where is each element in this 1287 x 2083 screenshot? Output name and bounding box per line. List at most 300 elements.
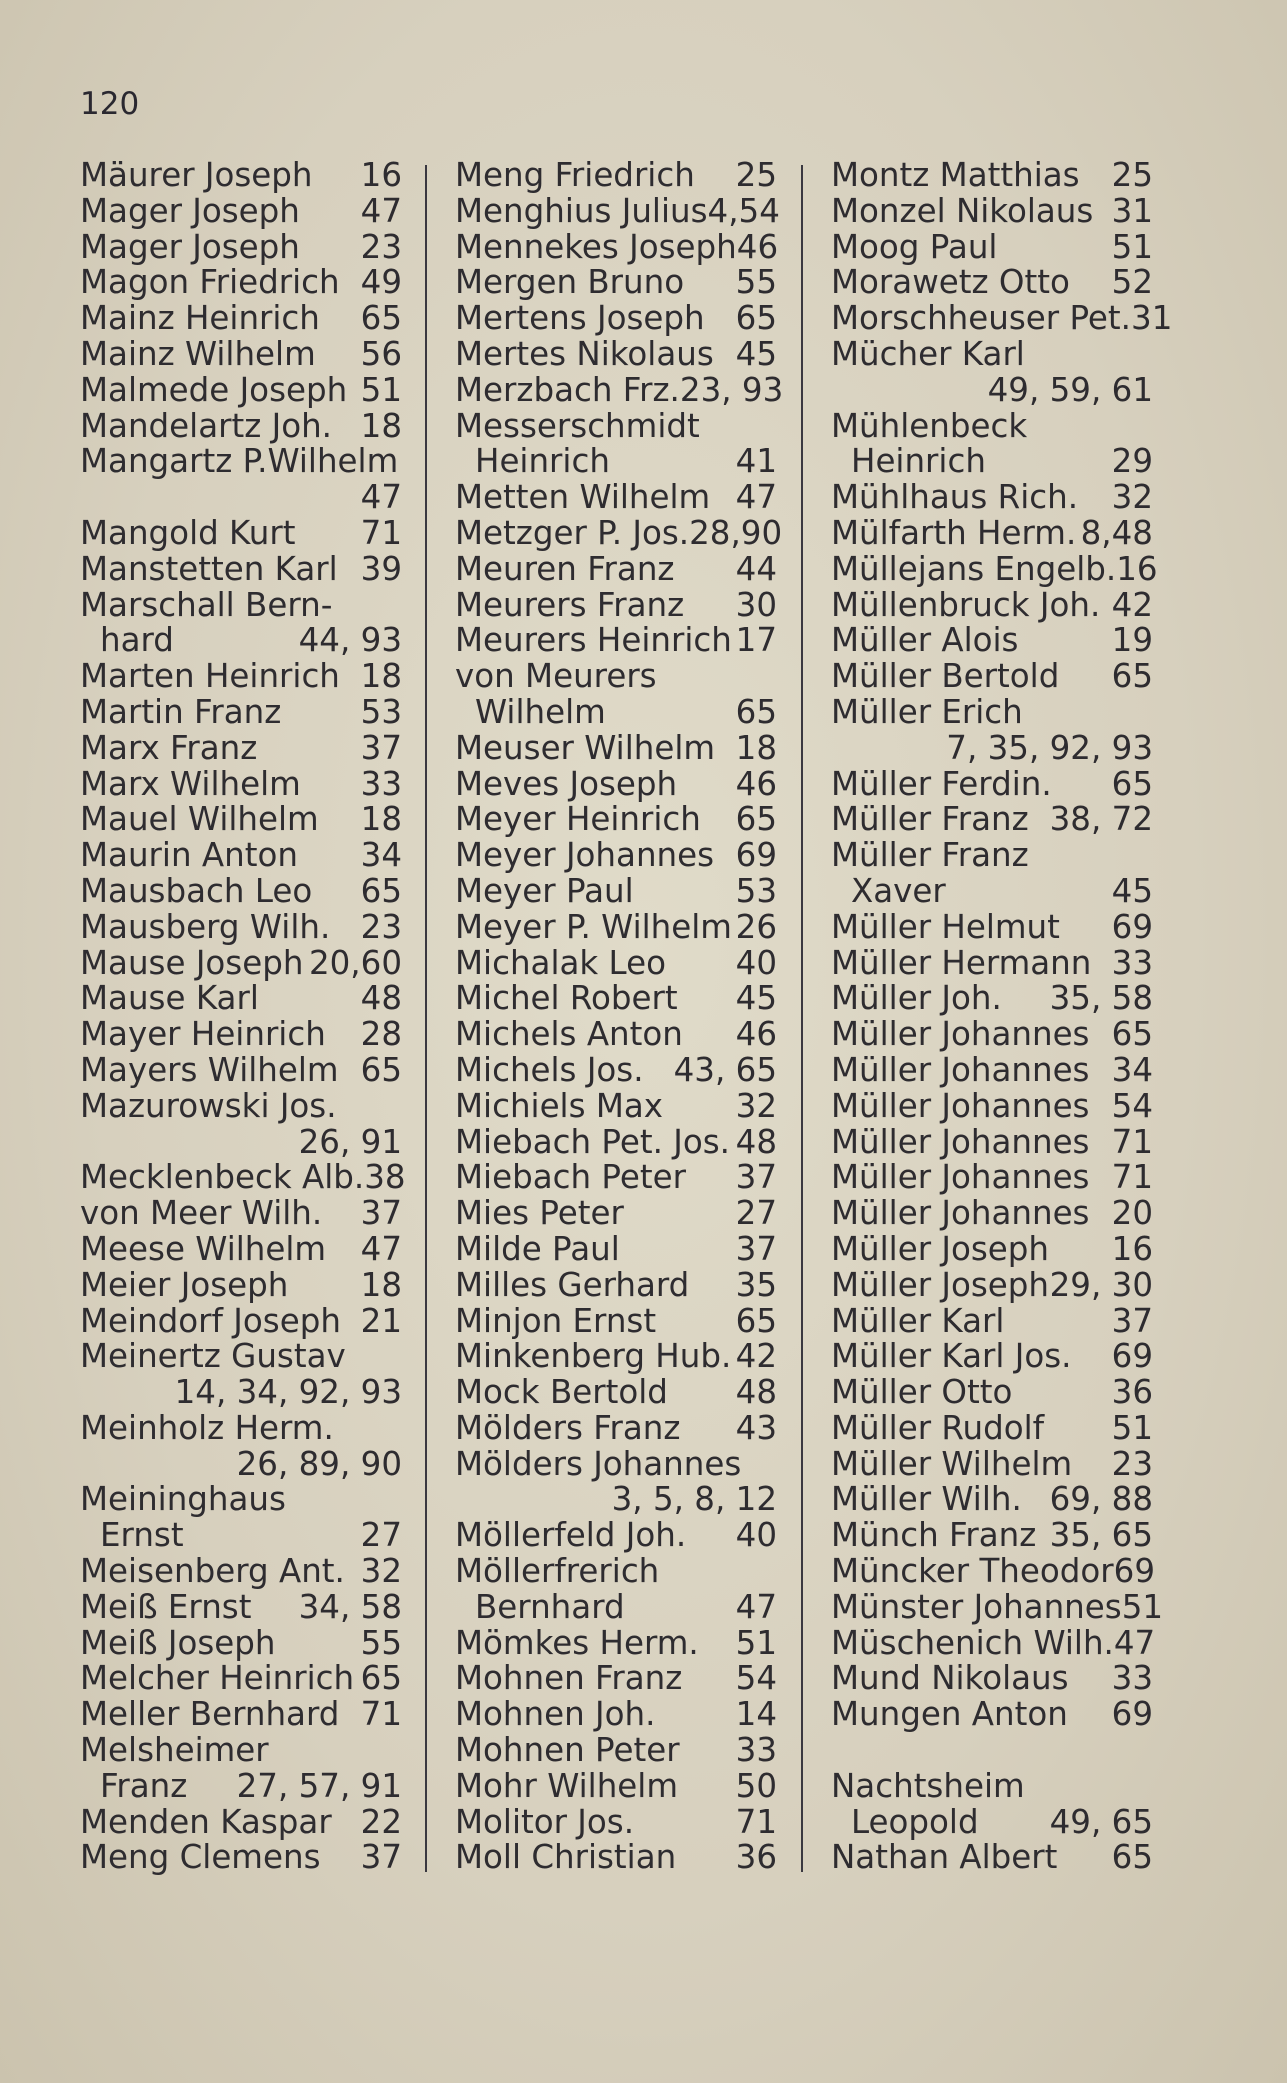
index-entry [80, 907, 402, 946]
entry-pages: 32 [360, 1552, 402, 1591]
entry-pages: 65 [360, 1659, 402, 1698]
entry-pages: 43, 65 [673, 1050, 777, 1089]
index-entry [455, 265, 777, 301]
index-entry [831, 1265, 1153, 1304]
entry-pages: 71 [1111, 1158, 1153, 1197]
index-entry [80, 1623, 402, 1662]
entry-pages: 33 [735, 1731, 777, 1770]
entry-name: Müller Franz [831, 800, 1029, 839]
entry-name: Meyer Johannes [455, 836, 715, 875]
index-entry [831, 265, 1153, 301]
entry-pages: 32 [1111, 478, 1153, 517]
index-column-1 [80, 156, 406, 1877]
entry-name: Mayers Wilhelm [80, 1050, 339, 1089]
entry-pages: 69 [1113, 1552, 1156, 1591]
entry-pages: 18 [360, 1265, 402, 1304]
entry-name: Magon Friedrich [80, 263, 340, 302]
index-entry [831, 1229, 1153, 1268]
index-entry [831, 1122, 1153, 1161]
entry-pages: 34 [360, 836, 402, 875]
entry-pages: 71 [360, 513, 402, 552]
entry-name: Xaver [851, 871, 946, 910]
index-entry [831, 585, 1153, 624]
index-entry [80, 1766, 402, 1805]
entry-pages: 65 [1111, 657, 1153, 696]
entry-name: Monzel Nikolaus [831, 191, 1094, 230]
entry-name: Müller Ferdin. [831, 764, 1052, 803]
entry-name: Mauel Wilhelm [80, 800, 319, 839]
entry-name: Franz [100, 1766, 188, 1805]
index-entry [80, 1587, 402, 1626]
entry-name: Mülfarth Herm. [831, 513, 1077, 552]
entry-pages: 65 [1111, 1015, 1153, 1054]
entry-name: Meng Clemens [80, 1838, 321, 1877]
entry-pages: 37 [360, 1194, 402, 1233]
index-column-2 [455, 156, 784, 1877]
index-entry [455, 370, 784, 409]
index-entry [80, 1339, 402, 1375]
entry-name: Heinrich [475, 442, 610, 481]
index-entry [831, 1086, 1153, 1125]
entry-name: Müller Karl Jos. [831, 1337, 1072, 1376]
entry-pages: 37 [1111, 1301, 1153, 1340]
entry-name: Meisenberg Ant. [80, 1552, 345, 1591]
entry-pages: 31 [1131, 299, 1173, 338]
entry-name: Martin Franz [80, 692, 282, 731]
entry-pages: 36 [735, 1838, 777, 1877]
entry-pages: 25 [735, 156, 777, 194]
index-entry [455, 659, 777, 695]
index-entry [455, 623, 777, 659]
index-entry [455, 1444, 777, 1483]
index-entry [80, 1375, 402, 1411]
index-entry [455, 301, 777, 337]
entry-name: Wilhelm [475, 692, 606, 731]
entry-name: Michiels Max [455, 1086, 664, 1125]
entry-name: Mayer Heinrich [80, 1015, 326, 1054]
entry-name: Müller Johannes [831, 1086, 1090, 1125]
entry-pages: 48 [735, 1373, 777, 1412]
entry-name: Müller Bertold [831, 657, 1060, 696]
entry-pages: 7, 35, 92, 93 [946, 728, 1153, 767]
entry-name: Mennekes Joseph [455, 227, 737, 266]
index-entry [80, 871, 402, 910]
entry-name: Meiß Joseph [80, 1623, 276, 1662]
index-entry [80, 513, 402, 552]
entry-name: Bernhard [475, 1587, 625, 1626]
index-entry [80, 334, 402, 373]
entry-name: Marschall Bern- [80, 585, 333, 624]
index-entry [831, 1482, 1153, 1518]
entry-pages: 18 [735, 728, 777, 767]
entry-name: Müller Wilhelm [831, 1444, 1073, 1483]
entry-name: Münster Johannes [831, 1587, 1122, 1626]
entry-name: Müller Johannes [831, 1015, 1090, 1054]
entry-pages: 45 [735, 334, 777, 373]
index-entry [80, 1050, 402, 1089]
entry-name: Müller Otto [831, 1373, 1013, 1412]
index-entry [455, 907, 777, 946]
index-entry [831, 1840, 1153, 1876]
entry-name: Moll Christian [455, 1838, 677, 1877]
index-entry [831, 1339, 1153, 1375]
entry-name: Milles Gerhard [455, 1265, 690, 1304]
entry-pages: 20,60 [308, 943, 402, 982]
entry-pages: 65 [735, 800, 777, 839]
entry-pages: 26, 91 [298, 1122, 402, 1161]
entry-name: Mohr Wilhelm [455, 1766, 678, 1805]
entry-name: Meuser Wilhelm [455, 728, 716, 767]
index-entry [831, 406, 1153, 445]
index-entry [455, 1050, 777, 1089]
entry-name: Meyer Paul [455, 871, 634, 910]
entry-pages: 16 [1111, 1229, 1153, 1268]
entry-name: Müller Joseph [831, 1265, 1050, 1304]
index-entry [455, 1802, 777, 1841]
entry-name: Mausbach Leo [80, 871, 313, 910]
entry-pages: 23 [360, 227, 402, 266]
index-entry [455, 1518, 777, 1554]
entry-pages: 65 [1111, 1838, 1153, 1877]
entry-pages: 51 [1111, 1408, 1153, 1447]
entry-name: Mager Joseph [80, 227, 300, 266]
index-entry [80, 1158, 406, 1197]
index-entry [80, 692, 402, 731]
entry-name: Meuren Franz [455, 549, 675, 588]
entry-name: Marx Wilhelm [80, 764, 301, 803]
index-entry [80, 1697, 402, 1733]
index-entry [831, 227, 1153, 266]
entry-pages: 69 [1111, 907, 1153, 946]
index-entry [80, 1518, 402, 1554]
entry-name: Müller Hermann [831, 943, 1092, 982]
entry-pages: 37 [360, 1838, 402, 1877]
index-entry [831, 764, 1153, 803]
entry-pages: 65 [735, 692, 777, 731]
entry-name: Michels Jos. [455, 1050, 644, 1089]
index-entry [831, 1587, 1164, 1626]
entry-name: Mertes Nikolaus [455, 334, 714, 373]
index-entry [80, 1554, 402, 1590]
index-entry [831, 802, 1153, 838]
entry-name: Mühlhaus Rich. [831, 478, 1079, 517]
entry-pages: 69, 88 [1049, 1480, 1153, 1519]
index-entry [831, 1017, 1153, 1053]
entry-name: hard [100, 621, 174, 660]
index-entry [455, 1265, 777, 1304]
index-entry [455, 191, 780, 230]
entry-pages: 37 [735, 1158, 777, 1197]
index-entry [831, 623, 1153, 659]
index-entry [831, 1766, 1153, 1805]
index-entry [80, 444, 402, 480]
entry-pages: 46 [735, 1015, 777, 1054]
index-entry [80, 1196, 402, 1232]
entry-pages: 18 [360, 800, 402, 839]
index-entry [455, 728, 777, 767]
entry-pages: 47 [360, 1229, 402, 1268]
index-entry [455, 444, 777, 480]
entry-name: Malmede Joseph [80, 370, 348, 409]
entry-pages: 38, 72 [1049, 800, 1153, 839]
index-entry [455, 1229, 777, 1268]
entry-pages: 29, 30 [1049, 1265, 1153, 1304]
index-column-3 [831, 156, 1173, 1877]
entry-pages: 71 [735, 1802, 777, 1841]
entry-pages: 71 [1111, 1122, 1153, 1161]
index-entry [80, 1086, 402, 1125]
index-entry [831, 1050, 1153, 1089]
entry-name: Möllerfeld Joh. [455, 1516, 687, 1555]
entry-pages: 48 [360, 979, 402, 1018]
entry-pages: 40 [735, 1516, 777, 1555]
entry-name: Ernst [100, 1516, 184, 1555]
index-entry [80, 1802, 402, 1841]
entry-name: Miebach Peter [455, 1158, 686, 1197]
entry-pages: 49, 59, 61 [987, 370, 1153, 409]
entry-name: Minjon Ernst [455, 1301, 657, 1340]
column-divider-2 [801, 165, 803, 1872]
entry-pages: 51 [735, 1623, 777, 1662]
index-entry [831, 1661, 1153, 1697]
index-entry [831, 943, 1153, 982]
entry-pages: 56 [360, 334, 402, 373]
entry-name: Melcher Heinrich [80, 1659, 355, 1698]
entry-name: Müller Erich [831, 692, 1023, 731]
entry-name: Münch Franz [831, 1516, 1037, 1555]
index-entry [80, 623, 402, 659]
index-entry [80, 1122, 402, 1161]
index-entry [455, 1160, 777, 1196]
entry-name: Mainz Wilhelm [80, 334, 316, 373]
entry-pages: 47 [735, 1587, 777, 1626]
entry-pages: 35, 58 [1049, 979, 1153, 1018]
index-entry [80, 981, 402, 1017]
entry-name: Müller Wilh. [831, 1480, 1022, 1519]
index-entry [455, 513, 783, 552]
index-entry [80, 1661, 402, 1697]
entry-name: Leopold [851, 1802, 979, 1841]
index-entry [831, 659, 1153, 695]
entry-pages: 41 [735, 442, 777, 481]
entry-pages: 44 [735, 549, 777, 588]
entry-name: Mölders Johannes [455, 1444, 742, 1483]
entry-pages: 37 [360, 728, 402, 767]
index-entry [455, 1661, 777, 1697]
entry-pages: 69 [1111, 1337, 1153, 1376]
index-entry [80, 838, 402, 874]
entry-pages: 16 [1116, 549, 1158, 588]
index-entry [831, 370, 1153, 409]
entry-pages: 42 [735, 1337, 777, 1376]
index-entry [455, 585, 777, 624]
index-entry [455, 480, 777, 516]
entry-name: Meindorf Joseph [80, 1301, 341, 1340]
entry-pages: 47 [1113, 1623, 1156, 1662]
entry-name: Müllejans Engelb. [831, 549, 1117, 588]
entry-name: Metten Wilhelm [455, 478, 711, 517]
index-entry [831, 299, 1173, 338]
entry-name: Müller Johannes [831, 1050, 1090, 1089]
entry-name: Mazurowski Jos. [80, 1086, 337, 1125]
index-entry [80, 191, 402, 230]
entry-pages: 69 [1111, 1695, 1153, 1734]
entry-name: Mohnen Joh. [455, 1695, 656, 1734]
entry-pages: 35, 65 [1049, 1516, 1153, 1555]
entry-pages: 4,54 [707, 191, 780, 230]
entry-pages: 23 [360, 907, 402, 946]
entry-name: Mager Joseph [80, 191, 300, 230]
index-entry [831, 838, 1153, 874]
entry-name: Meurers Heinrich [455, 621, 732, 660]
entry-pages: 43 [735, 1408, 777, 1447]
page-number: 120 [80, 86, 140, 122]
entry-pages: 54 [735, 1659, 777, 1698]
entry-name: Müller Johannes [831, 1122, 1090, 1161]
entry-pages: 49, 65 [1049, 1802, 1153, 1841]
entry-name: Meves Joseph [455, 764, 678, 803]
index-entry [455, 549, 777, 588]
entry-name: Meininghaus [80, 1480, 286, 1519]
index-entry [831, 1444, 1153, 1483]
entry-name: Moog Paul [831, 227, 998, 266]
entry-name: Mausberg Wilh. [80, 907, 331, 946]
index-entry [80, 1301, 402, 1340]
index-entry [831, 1196, 1153, 1232]
index-entry [80, 227, 402, 266]
index-entry [455, 158, 777, 194]
index-entry [80, 585, 402, 624]
entry-name: Mergen Bruno [455, 263, 685, 302]
entry-pages: 33 [360, 764, 402, 803]
entry-pages: 31 [1111, 191, 1153, 230]
entry-name: Manstetten Karl [80, 549, 338, 588]
entry-name: Müller Johannes [831, 1194, 1090, 1233]
entry-name: Mühlenbeck [831, 406, 1028, 445]
entry-name: Milde Paul [455, 1229, 620, 1268]
entry-pages: 50 [735, 1766, 777, 1805]
entry-pages: 65 [360, 871, 402, 910]
entry-pages: 16 [360, 156, 402, 194]
index-entry [455, 1301, 777, 1340]
index-entry [455, 981, 777, 1017]
entry-pages: 3, 5, 8, 12 [611, 1480, 777, 1519]
entry-name: Miebach Pet. Jos. [455, 1122, 730, 1161]
entry-name: Meller Bernhard [80, 1695, 340, 1734]
entry-pages: 46 [735, 764, 777, 803]
entry-pages: 71 [360, 1695, 402, 1734]
index-entry [455, 334, 777, 373]
entry-name: von Meer Wilh. [80, 1194, 323, 1233]
entry-pages: 18 [360, 657, 402, 696]
entry-name: Mecklenbeck Alb. [80, 1158, 365, 1197]
index-entry [831, 480, 1153, 516]
index-entry [80, 301, 402, 337]
entry-name: Mömkes Herm. [455, 1623, 699, 1662]
entry-pages: 34, 58 [298, 1587, 402, 1626]
entry-pages: 14 [735, 1695, 777, 1734]
index-entry [80, 480, 402, 516]
index-entry [831, 871, 1153, 910]
entry-pages: 27 [735, 1194, 777, 1233]
index-entry [831, 728, 1153, 767]
index-entry [455, 1375, 777, 1411]
entry-name: Nachtsheim [831, 1766, 1025, 1805]
entry-name: Müller Franz [831, 836, 1029, 875]
index-entry [80, 370, 402, 409]
entry-pages: 27 [360, 1516, 402, 1555]
entry-pages: 37 [735, 1229, 777, 1268]
index-entry [80, 1017, 402, 1053]
index-entry [831, 1408, 1153, 1447]
entry-name: Müller Helmut [831, 907, 1060, 946]
entry-pages: 40 [735, 943, 777, 982]
entry-name: Mohnen Franz [455, 1659, 683, 1698]
entry-pages: 8,48 [1080, 513, 1153, 552]
entry-pages: 28 [360, 1015, 402, 1054]
entry-name: Meyer Heinrich [455, 800, 701, 839]
entry-name: Michel Robert [455, 979, 678, 1018]
entry-pages: 47 [360, 191, 402, 230]
entry-name: Mund Nikolaus [831, 1659, 1069, 1698]
index-entry [831, 549, 1158, 588]
entry-pages: 51 [1121, 1587, 1164, 1626]
entry-name: Meiß Ernst [80, 1587, 252, 1626]
entry-name: Metzger P. Jos. [455, 513, 690, 552]
entry-pages: 52 [1111, 263, 1153, 302]
entry-pages: 20 [1111, 1194, 1153, 1233]
entry-name: Marx Franz [80, 728, 258, 767]
index-entry [455, 871, 777, 910]
entry-name: Menden Kaspar [80, 1802, 332, 1841]
index-entry [831, 1802, 1153, 1841]
index-entry [831, 444, 1153, 480]
entry-pages: 51 [360, 370, 402, 409]
entry-pages: 14, 34, 92, 93 [174, 1373, 402, 1412]
entry-pages: 46 [736, 227, 779, 266]
index-entry [80, 265, 402, 301]
entry-name: Müller Johannes [831, 1158, 1090, 1197]
entry-name: Mäurer Joseph [80, 156, 313, 194]
index-entry [455, 1587, 777, 1626]
entry-name: Mangartz P.Wilhelm [80, 442, 399, 481]
entry-pages: 65 [360, 299, 402, 338]
entry-name: Müller Joseph [831, 1229, 1050, 1268]
entry-name: von Meurers [455, 657, 657, 696]
entry-name: Messerschmidt [455, 406, 700, 445]
entry-name: Mertens Joseph [455, 299, 705, 338]
entry-pages: 35 [735, 1265, 777, 1304]
entry-name: Müller Joh. [831, 979, 1002, 1018]
entry-name: Meyer P. Wilhelm [455, 907, 732, 946]
index-entry [455, 692, 777, 731]
entry-pages: 65 [360, 1050, 402, 1089]
entry-pages: 27, 57, 91 [236, 1766, 402, 1805]
index-entry [831, 907, 1153, 946]
entry-name: Mause Karl [80, 979, 259, 1018]
index-entry [455, 1408, 777, 1447]
entry-pages: 65 [1111, 764, 1153, 803]
index-entry [455, 764, 777, 803]
entry-name: Menghius Julius [455, 191, 708, 230]
index-entry [455, 1623, 777, 1662]
column-divider-1 [425, 165, 427, 1872]
entry-pages: 33 [1111, 1659, 1153, 1698]
entry-pages: 18 [360, 406, 402, 445]
index-entry [831, 513, 1153, 552]
entry-pages: 51 [1111, 227, 1153, 266]
index-entry [831, 1623, 1156, 1662]
